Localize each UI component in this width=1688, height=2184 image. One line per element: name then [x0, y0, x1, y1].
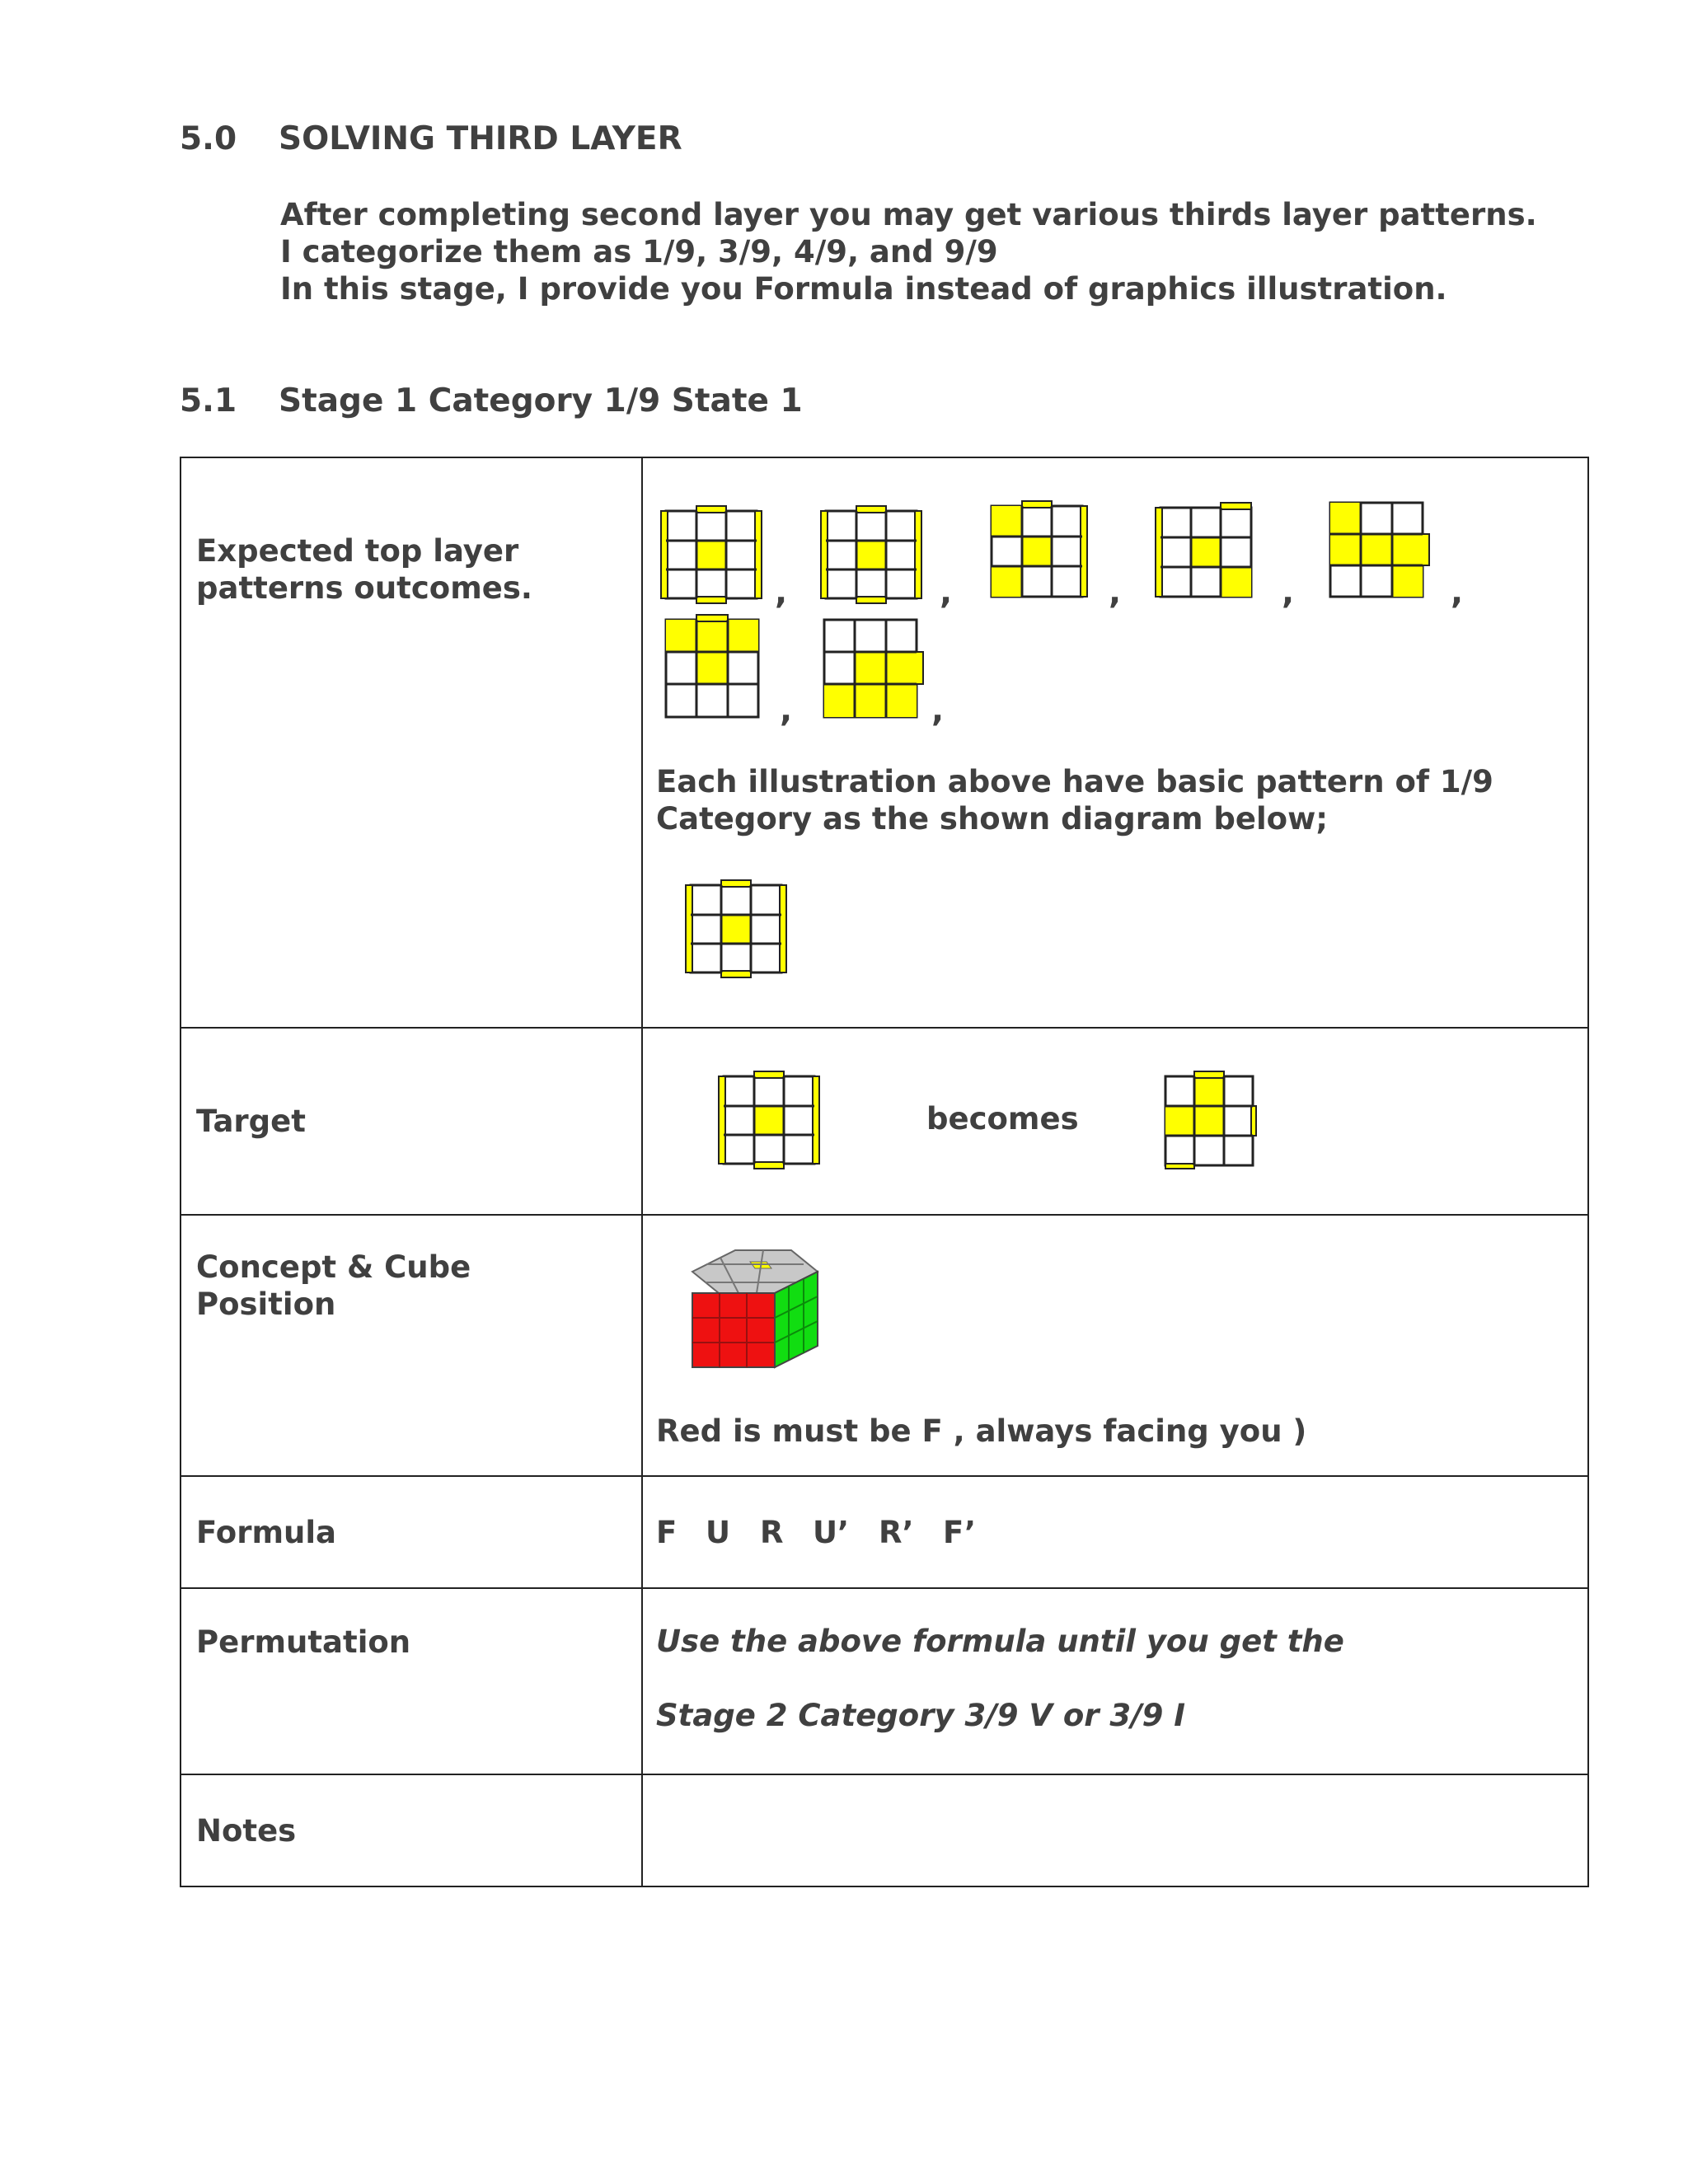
section-title: Stage 1 Category 1/9 State 1: [279, 382, 803, 419]
notes-value-cell: [642, 1774, 1588, 1886]
expected-label-cell: [181, 457, 642, 1028]
description-line: Category as the shown diagram below;: [656, 801, 1329, 837]
separator-comma: ,: [780, 691, 793, 729]
basic-pattern-diagram: [684, 879, 791, 981]
separator-comma: ,: [931, 691, 945, 729]
expected-description: [656, 763, 1493, 837]
target-label-cell: [181, 1028, 642, 1215]
notes-label: Notes: [196, 1812, 297, 1849]
formula-move: F: [656, 1514, 678, 1550]
permutation-value-cell: [642, 1588, 1588, 1774]
pattern-diagram: [985, 499, 1092, 605]
concept-description: Red is must be F , always facing you ): [656, 1413, 1307, 1449]
pattern-diagram: [818, 613, 930, 725]
expected-value-cell: [642, 457, 1588, 1028]
description-line: Each illustration above have basic pattern of 1/9: [656, 764, 1493, 799]
section-heading-5-1: [180, 382, 1169, 424]
concept-value-cell: [642, 1215, 1588, 1476]
target-start-diagram: [717, 1070, 824, 1172]
separator-comma: ,: [1109, 574, 1122, 612]
intro-line: After completing second layer you may get various thirds layer patterns.: [280, 197, 1537, 232]
formula-move: R: [760, 1514, 784, 1550]
permutation-label-cell: [181, 1588, 642, 1774]
separator-comma: ,: [1451, 574, 1464, 612]
target-result-diagram: [1160, 1070, 1259, 1172]
formula-move: U: [706, 1514, 731, 1550]
section-number: 5.0: [180, 120, 237, 157]
target-label: Target: [196, 1104, 306, 1139]
permutation-line: Use the above formula until you get the: [656, 1624, 1344, 1659]
section-heading-5-0: [180, 120, 1004, 162]
formula-value-cell: [642, 1476, 1588, 1588]
target-value-cell: [642, 1028, 1588, 1215]
formula-move: R’: [879, 1514, 914, 1550]
formula-label: Formula: [196, 1514, 336, 1550]
concept-label: Position: [196, 1286, 336, 1322]
pattern-diagram: [659, 613, 771, 725]
notes-label-cell: [181, 1774, 642, 1886]
rubiks-cube-icon: [684, 1240, 824, 1372]
formula-move: U’: [813, 1514, 850, 1550]
section-number: 5.1: [180, 382, 237, 419]
permutation-line: Stage 2 Category 3/9 V or 3/9 I: [656, 1698, 1186, 1733]
section-title: SOLVING THIRD LAYER: [279, 120, 682, 157]
intro-line: I categorize them as 1/9, 3/9, 4/9, and 9/9: [280, 234, 998, 269]
pattern-diagram: [1324, 496, 1436, 605]
separator-comma: ,: [1282, 574, 1295, 612]
permutation-label: Permutation: [196, 1624, 411, 1660]
stage-table: [180, 457, 1589, 1887]
pattern-diagram: [819, 504, 926, 605]
concept-label: Concept & Cube: [196, 1249, 471, 1285]
intro-paragraph: [280, 196, 1537, 307]
expected-label: Expected top layer: [196, 533, 519, 569]
pattern-diagram: [1154, 501, 1261, 605]
formula-label-cell: [181, 1476, 642, 1588]
separator-comma: ,: [775, 574, 788, 612]
becomes-text: becomes: [926, 1101, 1079, 1137]
intro-line: In this stage, I provide you Formula instead of graphics illustration.: [280, 271, 1447, 307]
concept-label-cell: [181, 1215, 642, 1476]
pattern-diagram: [659, 504, 767, 605]
separator-comma: ,: [940, 574, 953, 612]
formula-move: F’: [943, 1514, 977, 1550]
expected-label: patterns outcomes.: [196, 570, 532, 606]
